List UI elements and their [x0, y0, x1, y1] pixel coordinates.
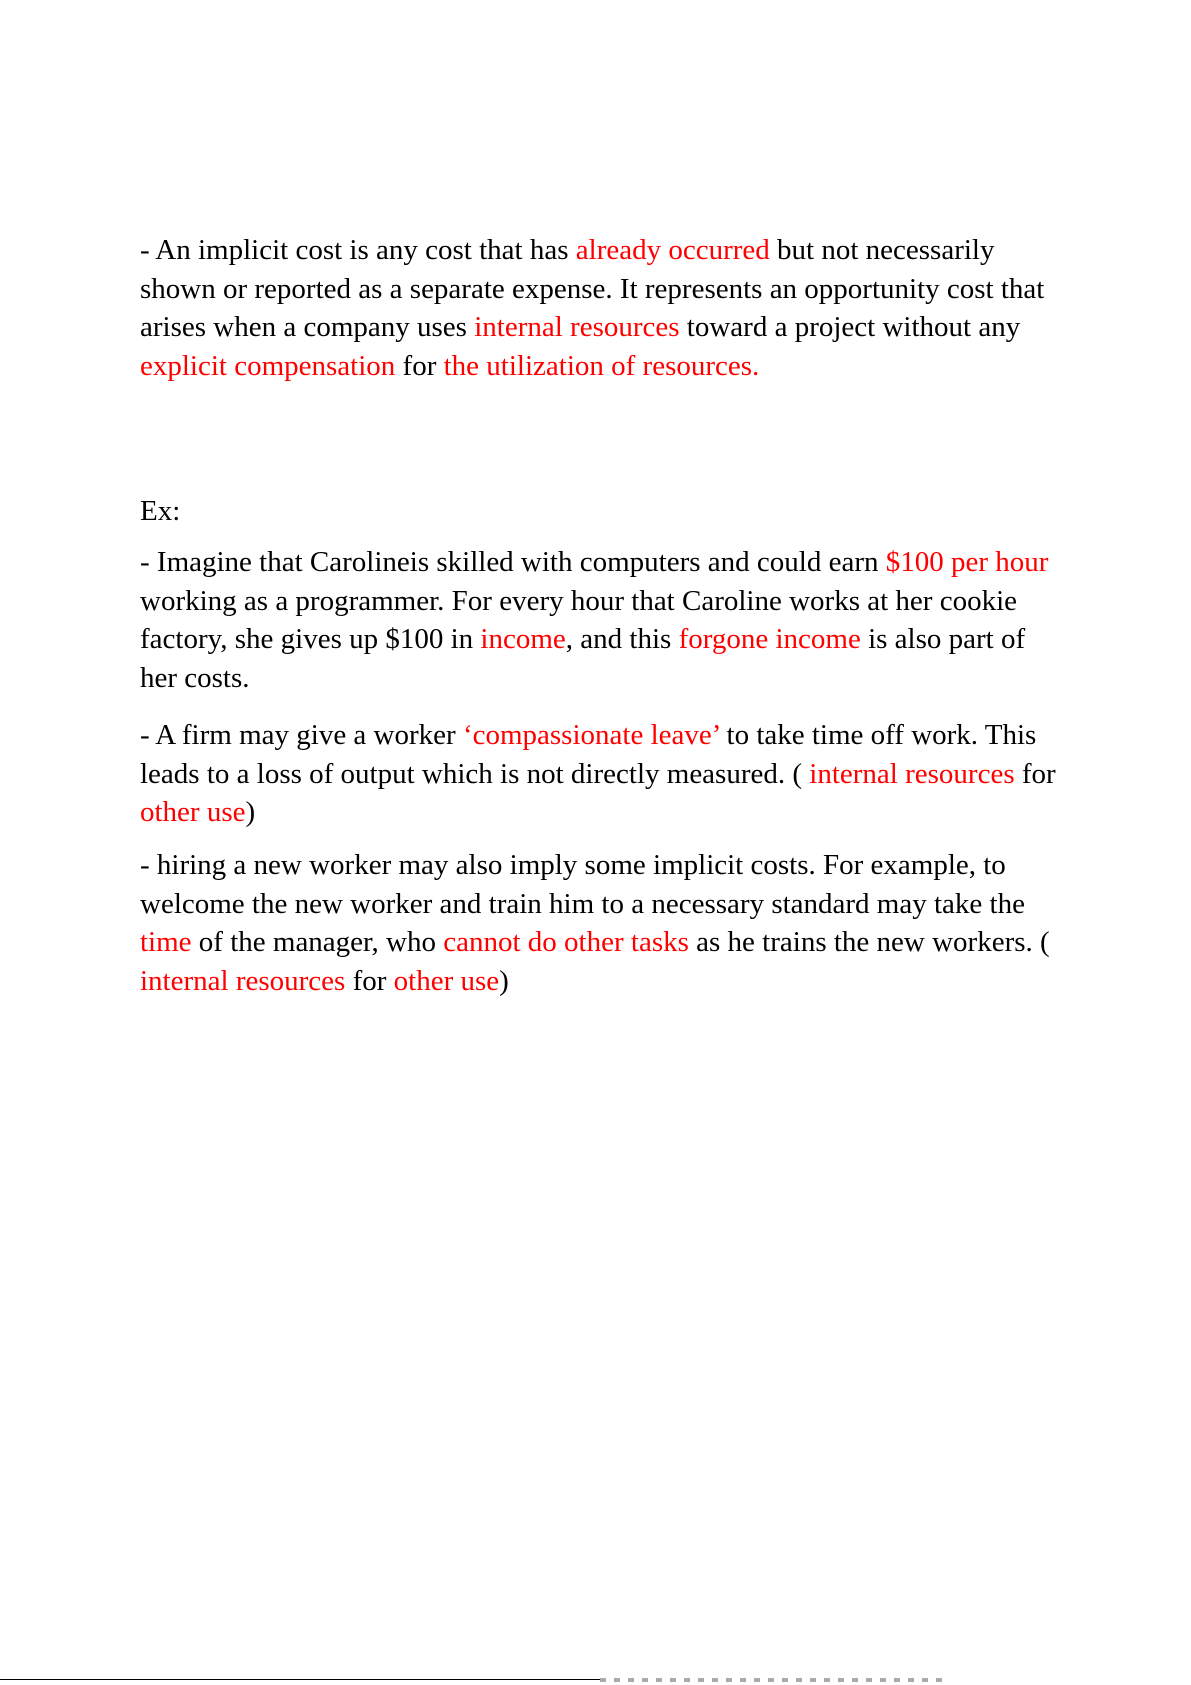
definition-text-3: toward a project without any — [679, 311, 1021, 343]
caroline-text-1: - Imagine that Carolineis skilled with computers and could earn — [140, 546, 886, 578]
hiring-text-1: - hiring a new worker may also imply some implicit costs. For example, to welcome the new worker and train him to a necessary standard may take the — [140, 849, 1025, 920]
hiring-example-paragraph — [140, 846, 1060, 1000]
highlight-time: time — [140, 926, 192, 958]
highlight-utilization-of-resources: the utilization of resources. — [443, 349, 760, 382]
hiring-text-4: for — [345, 964, 394, 997]
bottom-divider — [0, 1679, 600, 1680]
highlight-internal-resources-3: internal resources — [140, 964, 346, 997]
caroline-text-2: working as a programmer. For every hour that Caroline works at her cookie factory, she gives up $100 in — [140, 584, 1017, 655]
hiring-text-5: ) — [499, 964, 509, 997]
example-heading: Ex: — [140, 495, 181, 527]
highlight-cannot-do-other-tasks: cannot do other tasks — [443, 926, 689, 958]
highlight-internal-resources: internal resources — [474, 311, 680, 343]
highlight-100-per-hour: $100 per hour — [885, 546, 1049, 578]
bottom-scan-marks — [600, 1678, 950, 1682]
definition-text-2: but not necessarily shown or reported as a separate expense. It represents an opportunity cost that arises when a company uses — [140, 234, 1045, 343]
definition-text-4: for — [395, 349, 444, 382]
caroline-text-3: , and this — [565, 623, 679, 655]
definition-paragraph — [140, 231, 1060, 385]
firm-text-1: - A firm may give a worker — [140, 719, 463, 751]
highlight-income: income — [480, 623, 566, 655]
highlight-internal-resources-2: internal resources — [809, 757, 1015, 790]
highlight-other-use: other use — [140, 796, 246, 828]
firm-text-4: ) — [245, 796, 256, 828]
firm-text-2: to take time off work. This leads to a loss of output which is not directly measured. ( — [140, 719, 1037, 790]
hiring-text-3: as he trains the new workers. ( — [688, 926, 1050, 958]
definition-text-1: - An implicit cost is any cost that has — [140, 234, 576, 266]
caroline-text-4: is also part of her costs. — [140, 623, 1026, 694]
caroline-example-paragraph — [140, 543, 1060, 697]
firm-example-paragraph — [140, 716, 1060, 832]
highlight-already-occurred: already occurred — [575, 234, 770, 266]
hiring-text-2: of the manager, who — [191, 926, 444, 958]
highlight-other-use-2: other use — [393, 964, 500, 997]
highlight-forgone-income: forgone income — [678, 623, 861, 655]
highlight-explicit-compensation: explicit compensation — [140, 349, 396, 382]
highlight-compassionate-leave: ‘compassionate leave’ — [462, 719, 720, 751]
firm-text-3: for — [1014, 757, 1056, 790]
